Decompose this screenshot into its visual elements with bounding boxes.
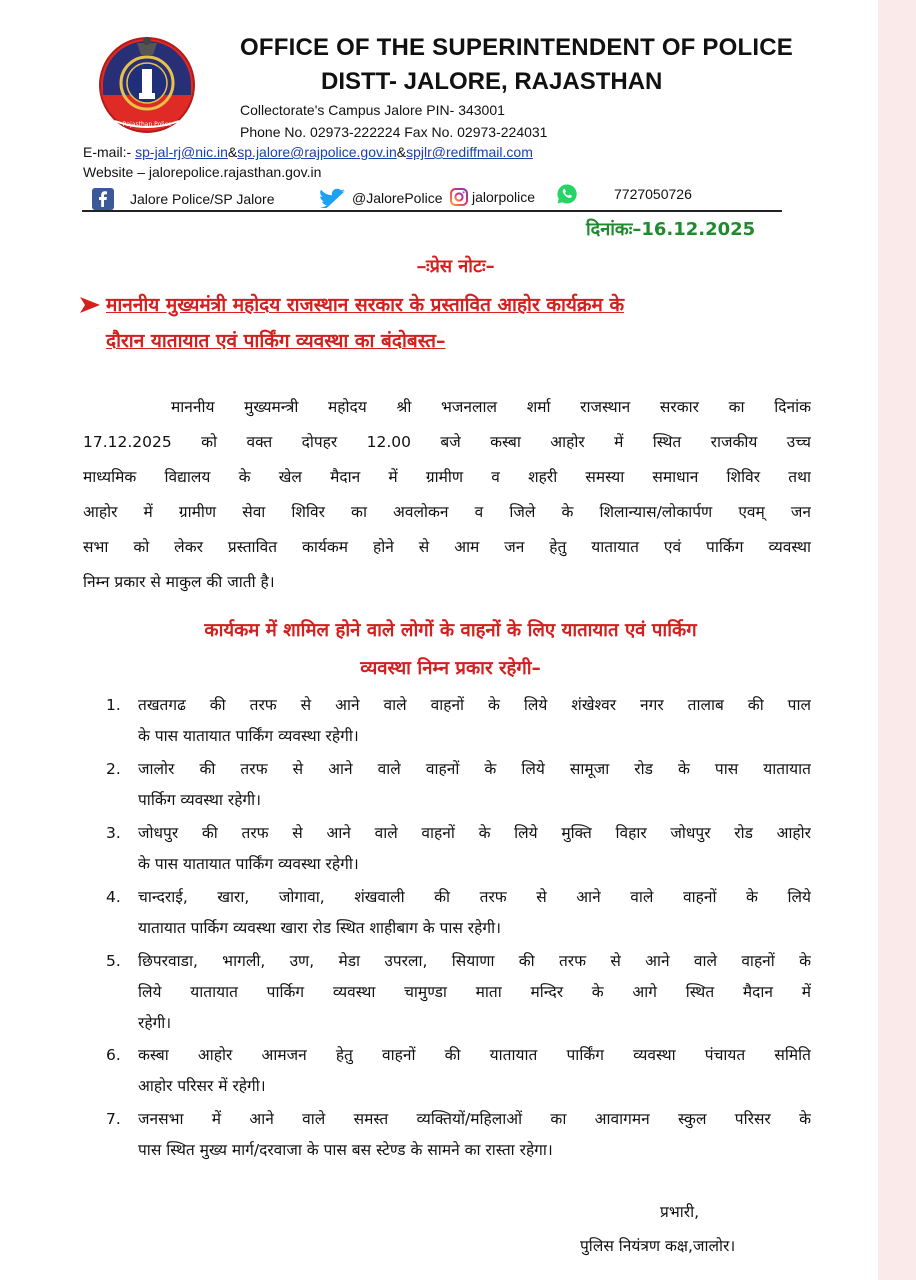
social-twitter[interactable]: [318, 188, 442, 208]
section-heading-line: कार्यकम में शामिल होने वाले लोगों के वाहनों के लिए यातायात एवं पार्किग: [204, 620, 697, 641]
list-item-number: 6.: [106, 1046, 121, 1064]
body-line: माननीय मुख्यमन्त्री महोदय श्री भजनलाल शर्मा राजस्थान सरकार का दिनांक: [171, 398, 811, 416]
body-line: 17.12.2025 को वक्त दोपहर 12.00 बजे कस्बा आहोर में स्थित राजकीय उच्च: [83, 433, 811, 451]
list-item-line: कस्बा आहोर आमजन हेतु वाहनों की यातायात पार्किंग व्यवस्था पंचायत समिति: [138, 1046, 811, 1064]
instagram-icon: [450, 188, 468, 206]
office-address: Collectorate's Campus Jalore PIN- 343001: [240, 102, 505, 118]
list-item-line: के पास यातायात पार्किंग व्यवस्था रहेगी।: [138, 727, 359, 745]
emblem-text: Rajasthan Police: [122, 121, 172, 128]
list-item-line: जोधपुर की तरफ से आने वाले वाहनों के लिये मुक्ति विहार जोधपुर रोड आहोर: [138, 824, 811, 842]
signature-office: पुलिस नियंत्रण कक्ष,जालोर।: [580, 1237, 736, 1255]
email-label: E-mail:-: [83, 144, 136, 160]
instagram-handle: jalorpolice: [472, 189, 536, 205]
list-item-line: जनसभा में आने वाले समस्त व्यक्तियों/महिलाओं का आवागमन स्कुल परिसर के: [138, 1110, 811, 1128]
district-title: DISTT- JALORE, RAJASTHAN: [321, 68, 663, 95]
list-item-line: रहेगी।: [138, 1014, 172, 1032]
header-divider: [82, 210, 782, 212]
rajasthan-police-emblem: [95, 33, 200, 133]
section-heading-line: व्यवस्था निम्न प्रकार रहेगी–: [360, 658, 541, 679]
body-line: सभा को लेकर प्रस्तावित कार्यकम होने से आम जन हेतु यातायात एवं पार्किग व्यवस्था: [83, 538, 811, 556]
list-item-line: तखतगढ की तरफ से आने वाले वाहनों के लिये शंखेश्वर नगर तालाब की पाल: [138, 696, 811, 714]
list-item-line: पास स्थित मुख्य मार्ग/दरवाजा के पास बस स्टेण्ड के सामने का रास्ता रहेगा।: [138, 1141, 553, 1159]
signature-designation: प्रभारी,: [660, 1203, 700, 1221]
twitter-handle: @JalorePolice: [352, 190, 443, 206]
social-instagram[interactable]: [450, 188, 535, 206]
email-separator: &: [227, 144, 238, 160]
office-phone: Phone No. 02973-222224 Fax No. 02973-224031: [240, 124, 548, 140]
press-note-heading: –ःप्रेस नोटः–: [417, 256, 495, 277]
list-item-number: 4.: [106, 888, 121, 906]
twitter-bird-icon: [318, 188, 346, 208]
body-line: निम्न प्रकार से माकुल की जाती है।: [83, 573, 275, 591]
list-item-line: जालोर की तरफ से आने वाले वाहनों के लिये सामूजा रोड के पास यातायात: [138, 760, 811, 778]
list-item-number: 7.: [106, 1110, 121, 1128]
document-date: दिनांकः–16.12.2025: [586, 219, 756, 240]
list-item-line: पार्किग व्यवस्था रहेगी।: [138, 791, 262, 809]
whatsapp-number: 7727050726: [614, 186, 692, 202]
email-separator: &: [396, 144, 407, 160]
email-line: [83, 144, 533, 160]
list-item-line: यातायात पार्किग व्यवस्था खारा रोड स्थित शाहीबाग के पास रहेगी।: [138, 919, 501, 937]
office-title: OFFICE OF THE SUPERINTENDENT OF POLICE: [240, 34, 793, 61]
whatsapp-icon: [556, 183, 578, 205]
list-item-line: के पास यातायात पार्किंग व्यवस्था रहेगी।: [138, 855, 359, 873]
list-item-number: 2.: [106, 760, 121, 778]
list-item-number: 5.: [106, 952, 121, 970]
list-item-line: चान्दराई, खारा, जोगावा, शंखवाली की तरफ से आने वाले वाहनों के लिये: [138, 888, 811, 906]
list-item-line: लिये यातायात पार्किग व्यवस्था चामुण्डा माता मन्दिर के आगे स्थित मैदान में: [138, 983, 811, 1001]
list-item-line: आहोर परिसर में रहेगी।: [138, 1077, 266, 1095]
list-item-line: छिपरवाडा, भागली, उण, मेडा उपरला, सियाणा की तरफ से आने वाले वाहनों के: [138, 952, 811, 970]
body-line: माध्यमिक विद्यालय के खेल मैदान में ग्रामीण व शहरी समस्या समाधान शिविर तथा: [83, 468, 811, 486]
body-line: आहोर में ग्रामीण सेवा शिविर का अवलोकन व जिले के शिलान्यास/लोकार्पण एवम् जन: [83, 503, 811, 521]
section-heading: [83, 612, 818, 688]
list-item-number: 3.: [106, 824, 121, 842]
subject-line: माननीय मुख्यमंत्री महोदय राजस्थान सरकार के प्रस्तावित आहोर कार्यक्रम के: [106, 294, 625, 316]
email-link-rajpolice[interactable]: sp.jalore@rajpolice.gov.in: [237, 144, 397, 160]
subject-line: दौरान यातायात एवं पार्किंग व्यवस्था का बंदोबस्त–: [106, 330, 446, 352]
email-link-nic[interactable]: sp-jal-rj@nic.in: [135, 144, 228, 160]
facebook-icon: [92, 188, 114, 210]
website-line[interactable]: Website – jalorepolice.rajasthan.gov.in: [83, 164, 322, 180]
facebook-handle: Jalore Police/SP Jalore: [130, 191, 275, 207]
subject-heading: [79, 287, 799, 359]
social-whatsapp[interactable]: [556, 183, 692, 205]
list-item-number: 1.: [106, 696, 121, 714]
social-facebook[interactable]: [92, 188, 274, 210]
body-paragraph: [83, 390, 811, 600]
email-link-rediffmail[interactable]: spjlr@rediffmail.com: [406, 144, 533, 160]
